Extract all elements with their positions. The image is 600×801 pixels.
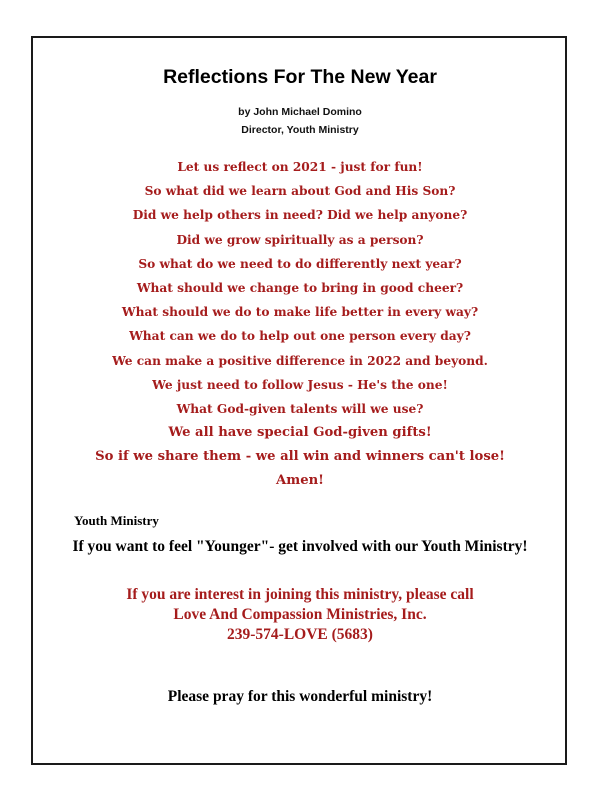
poem-closing-amen: Amen! [276,473,324,489]
organization-name: Love And Compassion Ministries, Inc. [173,606,427,623]
author-role: Director, Youth Ministry [241,124,359,136]
author-byline: by John Michael Domino [238,106,362,118]
poem-line: We all have special God-given gifts! [168,425,432,441]
poem-line: Did we help others in need? Did we help anyone? [132,208,468,223]
poem [31,155,569,494]
poem-line: What should we do to make life better in every way? [121,305,479,320]
page-title: Reflections For The New Year [163,66,437,88]
poem-line: What should we change to bring in good cheer? [136,280,464,295]
poem-line: So what do we need to do differently next year? [138,256,462,271]
poem-line: We can make a positive difference in 2022 and beyond. [112,353,488,368]
poem-line: Did we grow spiritually as a person? [176,232,424,247]
poem-line: Let us reflect on 2021 - just for fun! [177,160,423,174]
poem-line: So if we share them - we all win and winners can't lose! [95,449,505,465]
youth-invitation: If you want to feel "Younger"- get involved with our Youth Ministry! [72,538,528,555]
poem-line: We just need to follow Jesus - He's the one! [152,377,448,392]
poem-line: What God-given talents will we use? [176,401,424,416]
poem-line: So what did we learn about God and His Son? [144,184,456,199]
poem-line: What can we do to help out one person every day? [129,329,471,344]
contact-line: If you are interest in joining this ministry, please call [126,586,474,603]
phone-number: 239-574-LOVE (5683) [227,626,373,643]
closing-line: Please pray for this wonderful ministry! [167,688,433,705]
section-label: Youth Ministry [74,513,159,528]
